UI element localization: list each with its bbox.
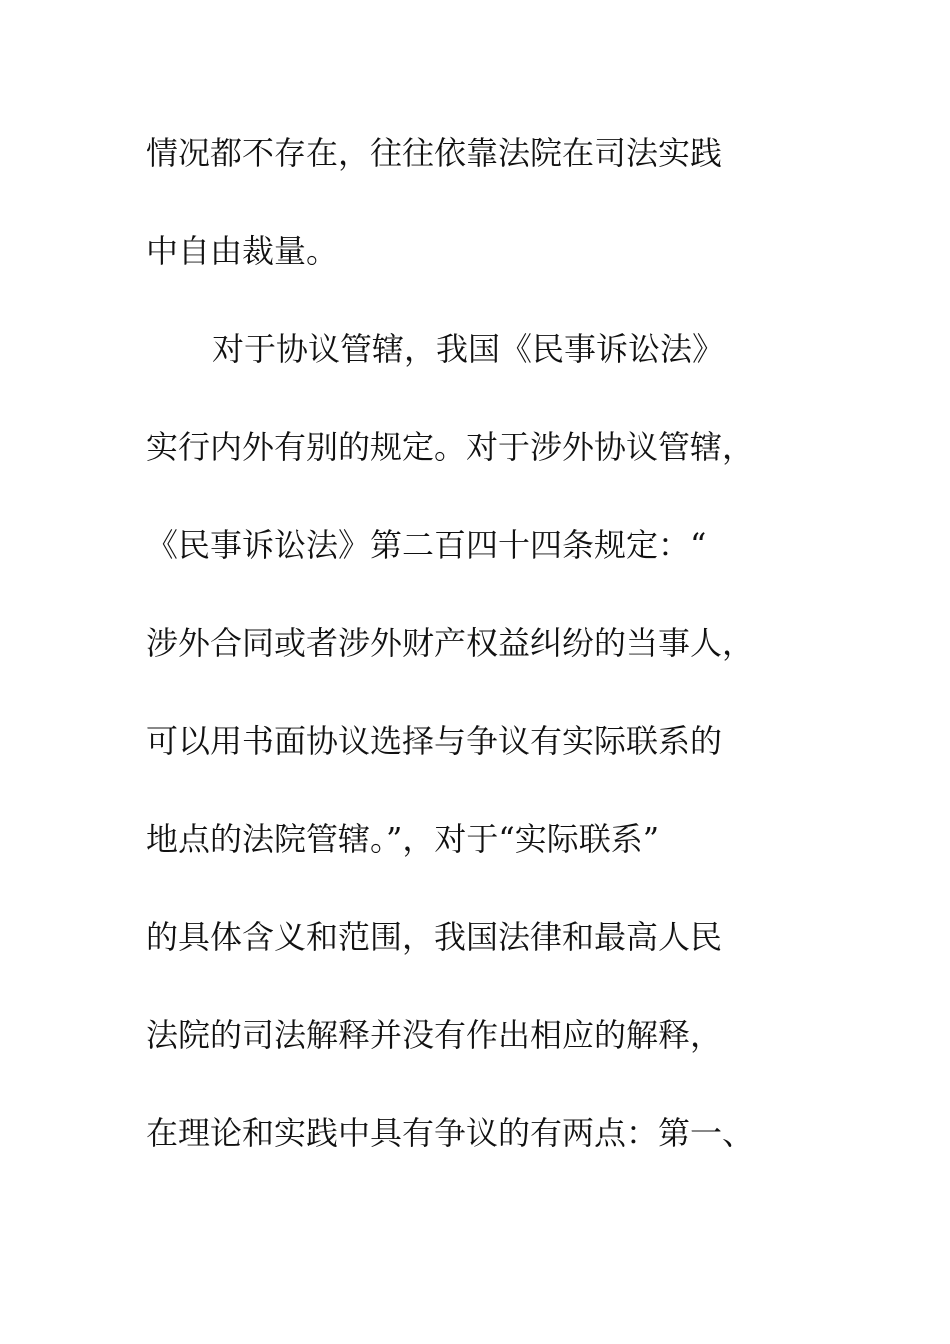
text-line: 地点的法院管辖。”，对于“实际联系” — [146, 820, 660, 858]
text-line: 中自由裁量。 — [146, 232, 339, 270]
text-line: 情况都不存在，往往依靠法院在司法实践 — [146, 134, 723, 172]
text-line: 涉外合同或者涉外财产权益纠纷的当事人， — [146, 624, 755, 662]
text-line: 法院的司法解释并没有作出相应的解释， — [146, 1016, 723, 1054]
paragraph-start-line: 对于协议管辖，我国《民事诉讼法》 — [212, 330, 725, 368]
text-line: 实行内外有别的规定。对于涉外协议管辖， — [146, 428, 755, 466]
text-line: 《民事诉讼法》第二百四十四条规定：“ — [146, 526, 707, 564]
text-line: 可以用书面协议选择与争议有实际联系的 — [146, 722, 723, 760]
body-text — [146, 125, 806, 1203]
text-line: 的具体含义和范围，我国法律和最高人民 — [146, 918, 723, 956]
text-line: 在理论和实践中具有争议的有两点：第一、 — [146, 1114, 755, 1152]
